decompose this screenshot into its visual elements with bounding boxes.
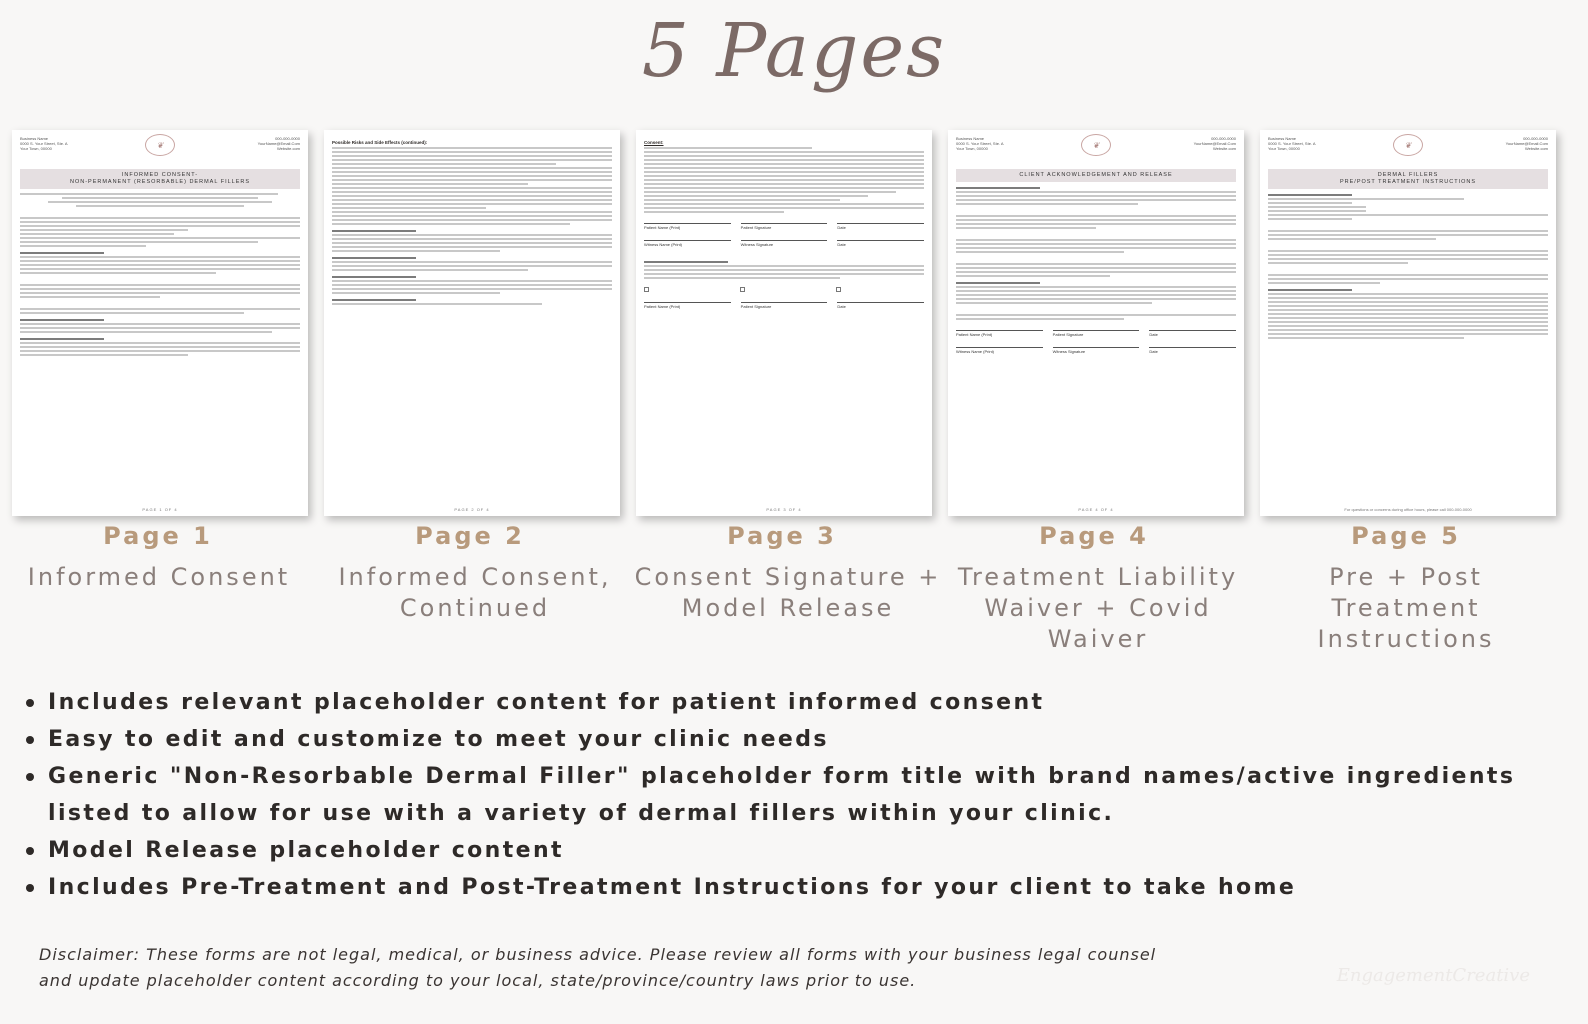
page-1-thumbnail[interactable] (12, 130, 308, 516)
page-2-thumbnail[interactable] (324, 130, 620, 516)
page-title: 5 Pages (641, 8, 947, 94)
signature-lines: Patient Name (Print) Patient Signature Date (644, 223, 924, 230)
thumb-body-text (1268, 194, 1548, 339)
page-3-thumbnail[interactable] (636, 130, 932, 516)
thumb-footer: PAGE 3 OF 4 (766, 507, 802, 512)
feature-item: Generic "Non-Resorbable Dermal Filler" placeholder form title with brand names/active ingredients listed to allow for use with a variety of dermal fillers within your clinic. (24, 758, 1564, 832)
page-5-thumbnail[interactable]: Business Name 0000 S. Your Street, Ste. A Your Town, 00000 000-000-0000 YourName@Email.Com Website.com ❦ DERMAL FILLERS PRE/POST TREATMENT INSTRUCTIONS For questions or concerns during office hours, please call 000-000-0000 (1260, 130, 1556, 516)
release-signature-lines: Patient Name (Print) Patient Signature Date (644, 302, 924, 309)
logo-icon: ❦ (145, 134, 175, 156)
logo-icon: ❦ (1393, 134, 1423, 156)
thumb-footer: PAGE 4 OF 4 (1078, 507, 1114, 512)
page-3-label: Page 3 (727, 522, 837, 550)
thumb-body-text (956, 187, 1236, 320)
thumb-heading: INFORMED CONSENT- NON-PERMANENT (RESORBABLE) DERMAL FILLERS (20, 169, 300, 189)
feature-list (24, 684, 1564, 906)
thumb-footer: PAGE 2 OF 4 (454, 507, 490, 512)
page-4-label: Page 4 (1039, 522, 1149, 550)
thumb-heading: CLIENT ACKNOWLEDGEMENT AND RELEASE (956, 169, 1236, 182)
feature-item: Model Release placeholder content (24, 832, 1564, 869)
page-4-thumbnail[interactable]: Business Name 0000 S. Your Street, Ste. A Your Town, 00000 000-000-0000 YourName@Email.Com Website.com ❦ CLIENT ACKNOWLEDGEMENT AND RELEASE Patient Name (Print) Patient Signature Date Witness Name (Print) Witness Signature Date PAGE 4 OF 4 (948, 130, 1244, 516)
thumb-body-text: Consent: (644, 140, 924, 213)
thumb-heading: DERMAL FILLERS PRE/POST TREATMENT INSTRUCTIONS (1268, 169, 1548, 189)
thumb-body-text (20, 193, 300, 356)
thumb-body-text: Possible Risks and Side Effects (continued): (332, 140, 612, 305)
witness-lines: Witness Name (Print) Witness Signature Date (644, 240, 924, 247)
page-1-label: Page 1 (103, 522, 213, 550)
page-thumbnails (12, 130, 1576, 520)
page-3-description: Consent Signature + Model Release (634, 563, 942, 622)
page-4-description: Treatment Liability Waiver + Covid Waiver (957, 563, 1239, 653)
witness-lines: Witness Name (Print) Witness Signature Date (956, 347, 1236, 354)
page-2-label: Page 2 (415, 522, 525, 550)
signature-lines: Patient Name (Print) Patient Signature Date (956, 330, 1236, 337)
disclaimer-text: Disclaimer: These forms are not legal, medical, or business advice. Please review all forms with your business legal counsel and update placeholder content according to your local, state/province/country laws prior to use. (39, 945, 1157, 990)
watermark: EngagementCreative (1336, 965, 1530, 986)
logo-icon: ❦ (1081, 134, 1111, 156)
consent-checkboxes (644, 287, 924, 292)
feature-item: Includes Pre-Treatment and Post-Treatment Instructions for your client to take home (24, 869, 1564, 906)
thumb-footer: For questions or concerns during office hours, please call 000-000-0000 (1344, 507, 1472, 512)
page-5-label: Page 5 (1351, 522, 1461, 550)
thumb-footer: PAGE 1 OF 4 (142, 507, 178, 512)
page-2-description: Informed Consent, Continued (338, 563, 612, 622)
feature-item: Includes relevant placeholder content for patient informed consent (24, 684, 1564, 721)
page-1-description: Informed Consent (27, 563, 291, 591)
feature-item: Easy to edit and customize to meet your clinic needs (24, 721, 1564, 758)
thumb-header: Business Name 0000 S. Your Street, Ste. A Your Town, 00000 000-000-0000 YourName@Email.Com Website.com (20, 136, 300, 151)
page-5-description: Pre + Post Treatment Instructions (1317, 563, 1495, 653)
